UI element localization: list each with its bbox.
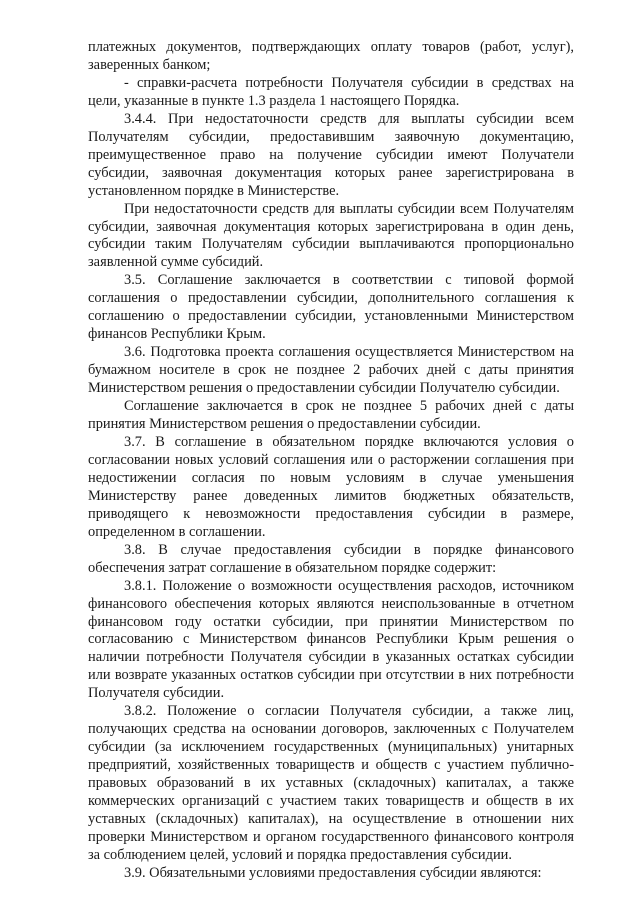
paragraph: 3.5. Соглашение заключается в соответствии с типовой формой соглашения о предоставлении субсидии, дополнительного соглашения к соглашению о предоставлении субсидии, установленными Министерством финансов Республики Крым. <box>88 272 574 343</box>
paragraph: 3.8.1. Положение о возможности осуществления расходов, источником финансового обеспечения которых являются неиспользованные в отчетном финансовом году остатки субсидии, при принятии Министерством по согласованию с Министерством финансов Республики Крым решения о наличии потребности Получателя субсидии в указанных остатках субсидии или возврате указанных остатков субсидии при отсутствии в них потребности Получателя субсидии. <box>88 577 574 702</box>
paragraph: платежных документов, подтверждающих оплату товаров (работ, услуг), заверенных банком; <box>88 39 574 73</box>
paragraph: 3.6. Подготовка проекта соглашения осуществляется Министерством на бумажном носителе в срок не позднее 2 рабочих дней с даты принятия Министерством решения о предоставлении субсидии Получателю субсидии. <box>88 344 574 397</box>
paragraph: - справки-расчета потребности Получателя субсидии в средствах на цели, указанные в пункте 1.3 раздела 1 настоящего Порядка. <box>88 74 574 109</box>
paragraph: 3.8. В случае предоставления субсидии в порядке финансового обеспечения затрат соглашение в обязательном порядке содержит: <box>88 541 574 576</box>
paragraph: 3.9. Обязательными условиями предоставления субсидии являются: <box>124 864 542 881</box>
paragraph: При недостаточности средств для выплаты субсидии всем Получателям субсидии, заявочная документация которых зарегистрирована в один день, субсидии таким Получателям субсидии выплачиваются пропорционально заявленной сумме субсидий. <box>88 200 574 271</box>
paragraph: Соглашение заключается в срок не позднее 5 рабочих дней с даты принятия Министерством решения о предоставлении субсидии. <box>88 398 574 433</box>
document-page <box>88 39 574 883</box>
paragraph: 3.7. В соглашение в обязательном порядке включаются условия о согласовании новых условий соглашения или о расторжении соглашения при недостижении согласия по новым условиям в случае уменьшения Министерству ранее доведенных лимитов бюджетных обязательств, приводящего к невозможности предоставления субсидии в размере, определенном в соглашении. <box>88 433 574 540</box>
paragraph: 3.8.2. Положение о согласии Получателя субсидии, а также лиц, получающих средства на основании договоров, заключенных с Получателем субсидии (за исключением государственных (муниципальных) унитарных предприятий, хозяйственных товариществ и обществ с участием публично-правовых образований в их уставных (складочных) капиталах, а также коммерческих организаций с участием таких товариществ и обществ в их уставных (складочных) капиталах), на осуществление в отношении них проверки Министерством и органом государственного финансового контроля за соблюдением целей, условий и порядка предоставления субсидии. <box>88 703 574 863</box>
paragraph: 3.4.4. При недостаточности средств для выплаты субсидии всем Получателям субсидии, предоставившим заявочную документацию, преимущественное право на получение субсидии имеют Получатели субсидии, заявочная документация которых ранее зарегистрирована в установленном порядке в Министерстве. <box>88 110 574 199</box>
